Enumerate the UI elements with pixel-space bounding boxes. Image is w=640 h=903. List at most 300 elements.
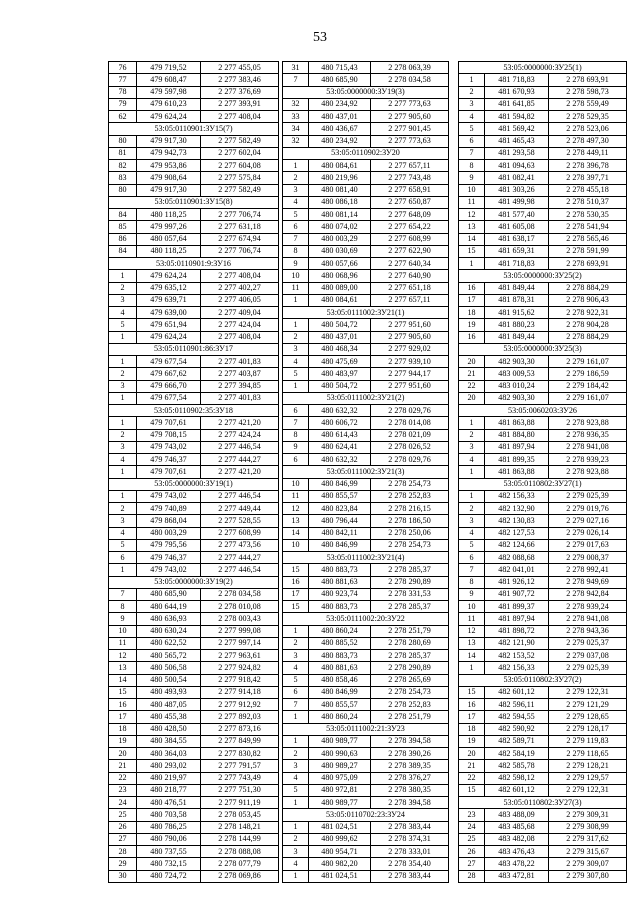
table-row bbox=[109, 184, 279, 196]
table-row bbox=[283, 711, 449, 723]
x-coordinate: 480 293,02 bbox=[137, 760, 201, 772]
y-coordinate: 2 279 122,31 bbox=[549, 784, 627, 796]
point-number: 2 bbox=[283, 833, 309, 845]
x-coordinate: 483 476,43 bbox=[485, 846, 549, 858]
y-coordinate: 2 277 446,54 bbox=[201, 564, 279, 576]
x-coordinate: 480 989,77 bbox=[309, 735, 371, 747]
y-coordinate: 2 279 128,65 bbox=[549, 711, 627, 723]
y-coordinate: 2 277 406,05 bbox=[201, 294, 279, 306]
point-number: 1 bbox=[109, 270, 137, 282]
y-coordinate: 2 279 161,07 bbox=[549, 392, 627, 404]
x-coordinate: 481 499,98 bbox=[485, 196, 549, 208]
point-number: 10 bbox=[283, 539, 309, 551]
point-number: 3 bbox=[283, 760, 309, 772]
point-number: 80 bbox=[109, 184, 137, 196]
page-number: 53 bbox=[313, 30, 327, 45]
y-coordinate: 2 277 743,48 bbox=[371, 172, 449, 184]
table-row bbox=[283, 760, 449, 772]
y-coordinate: 2 277 608,99 bbox=[201, 527, 279, 539]
y-coordinate: 2 277 873,16 bbox=[201, 723, 279, 735]
x-coordinate: 482 132,90 bbox=[485, 503, 549, 515]
y-coordinate: 2 277 999,08 bbox=[201, 625, 279, 637]
x-coordinate: 481 926,12 bbox=[485, 576, 549, 588]
x-coordinate: 482 590,92 bbox=[485, 723, 549, 735]
point-number: 78 bbox=[109, 86, 137, 98]
y-coordinate: 2 278 943,36 bbox=[549, 625, 627, 637]
point-number: 34 bbox=[283, 123, 309, 135]
x-coordinate: 480 858,46 bbox=[309, 674, 371, 686]
y-coordinate: 2 277 963,61 bbox=[201, 650, 279, 662]
point-number: 28 bbox=[459, 870, 485, 882]
x-coordinate: 481 907,72 bbox=[485, 588, 549, 600]
x-coordinate: 480 219,96 bbox=[309, 172, 371, 184]
y-coordinate: 2 279 019,76 bbox=[549, 503, 627, 515]
point-number: 1 bbox=[459, 417, 485, 429]
y-coordinate: 2 277 650,87 bbox=[371, 196, 449, 208]
y-coordinate: 2 278 290,89 bbox=[371, 576, 449, 588]
x-coordinate: 480 715,43 bbox=[309, 62, 371, 74]
point-number: 14 bbox=[283, 527, 309, 539]
point-number: 83 bbox=[109, 172, 137, 184]
table-row bbox=[459, 650, 627, 662]
table-row bbox=[283, 184, 449, 196]
point-number: 2 bbox=[283, 637, 309, 649]
table-row bbox=[283, 784, 449, 796]
point-number: 81 bbox=[109, 147, 137, 159]
parcel-id: 53:05:0111002:ЗУ21(1) bbox=[283, 307, 449, 319]
point-number: 2 bbox=[283, 748, 309, 760]
table-row bbox=[109, 870, 279, 882]
point-number: 17 bbox=[459, 711, 485, 723]
y-coordinate: 2 278 394,58 bbox=[371, 797, 449, 809]
parcel-id: 53:05:0110802:ЗУ27(3) bbox=[459, 797, 627, 809]
table-row bbox=[283, 245, 449, 257]
x-coordinate: 480 630,24 bbox=[137, 625, 201, 637]
point-number: 31 bbox=[283, 62, 309, 74]
table-row bbox=[109, 601, 279, 613]
point-number: 16 bbox=[459, 282, 485, 294]
table-row bbox=[283, 331, 449, 343]
point-number: 8 bbox=[109, 601, 137, 613]
point-number: 4 bbox=[109, 454, 137, 466]
table-row bbox=[459, 466, 627, 478]
table-row bbox=[459, 209, 627, 221]
x-coordinate: 479 740,89 bbox=[137, 503, 201, 515]
y-coordinate: 2 278 216,15 bbox=[371, 503, 449, 515]
y-coordinate: 2 279 307,80 bbox=[549, 870, 627, 882]
table-row bbox=[283, 319, 449, 331]
x-coordinate: 480 883,73 bbox=[309, 564, 371, 576]
table-row bbox=[459, 380, 627, 392]
x-coordinate: 483 009,53 bbox=[485, 368, 549, 380]
x-coordinate: 480 081,40 bbox=[309, 184, 371, 196]
table-row bbox=[283, 527, 449, 539]
point-number: 10 bbox=[459, 184, 485, 196]
x-coordinate: 480 923,74 bbox=[309, 588, 371, 600]
y-coordinate: 2 278 449,11 bbox=[549, 147, 627, 159]
table-row bbox=[109, 637, 279, 649]
x-coordinate: 479 868,04 bbox=[137, 515, 201, 527]
table-row bbox=[459, 441, 627, 453]
x-coordinate: 479 597,98 bbox=[137, 86, 201, 98]
x-coordinate: 479 743,02 bbox=[137, 490, 201, 502]
table-row bbox=[283, 233, 449, 245]
y-coordinate: 2 277 473,56 bbox=[201, 539, 279, 551]
x-coordinate: 479 743,02 bbox=[137, 564, 201, 576]
point-number: 29 bbox=[109, 858, 137, 870]
table-row bbox=[283, 135, 449, 147]
point-number: 27 bbox=[109, 833, 137, 845]
y-coordinate: 2 278 285,37 bbox=[371, 650, 449, 662]
y-coordinate: 2 278 331,53 bbox=[371, 588, 449, 600]
y-coordinate: 2 277 830,82 bbox=[201, 748, 279, 760]
y-coordinate: 2 278 252,83 bbox=[371, 699, 449, 711]
point-number: 15 bbox=[459, 784, 485, 796]
y-coordinate: 2 279 025,37 bbox=[549, 637, 627, 649]
table-row bbox=[109, 331, 279, 343]
y-coordinate: 2 278 884,29 bbox=[549, 331, 627, 343]
table-row bbox=[109, 172, 279, 184]
x-coordinate: 480 790,06 bbox=[137, 833, 201, 845]
point-number: 25 bbox=[459, 833, 485, 845]
x-coordinate: 480 883,73 bbox=[309, 601, 371, 613]
table-row bbox=[459, 172, 627, 184]
table-row bbox=[109, 625, 279, 637]
x-coordinate: 482 903,30 bbox=[485, 356, 549, 368]
point-number: 9 bbox=[283, 441, 309, 453]
y-coordinate: 2 278 053,45 bbox=[201, 809, 279, 821]
x-coordinate: 481 024,51 bbox=[309, 821, 371, 833]
x-coordinate: 480 493,93 bbox=[137, 686, 201, 698]
x-coordinate: 481 899,37 bbox=[485, 601, 549, 613]
x-coordinate: 481 465,43 bbox=[485, 135, 549, 147]
y-coordinate: 2 279 128,21 bbox=[549, 760, 627, 772]
point-number: 3 bbox=[283, 650, 309, 662]
x-coordinate: 480 624,41 bbox=[309, 441, 371, 453]
table-row bbox=[109, 111, 279, 123]
parcel-header-row bbox=[109, 196, 279, 208]
y-coordinate: 2 279 161,07 bbox=[549, 356, 627, 368]
table-row bbox=[109, 368, 279, 380]
y-coordinate: 2 277 575,84 bbox=[201, 172, 279, 184]
x-coordinate: 482 589,71 bbox=[485, 735, 549, 747]
y-coordinate: 2 278 530,35 bbox=[549, 209, 627, 221]
y-coordinate: 2 277 651,18 bbox=[371, 282, 449, 294]
y-coordinate: 2 277 657,11 bbox=[371, 160, 449, 172]
point-number: 6 bbox=[283, 221, 309, 233]
x-coordinate: 481 897,94 bbox=[485, 613, 549, 625]
table-row bbox=[283, 258, 449, 270]
table-row bbox=[109, 392, 279, 404]
table-row bbox=[459, 601, 627, 613]
y-coordinate: 2 279 025,39 bbox=[549, 490, 627, 502]
parcel-id: 53:05:0110901:ЗУ15(7) bbox=[109, 123, 279, 135]
x-coordinate: 480 989,27 bbox=[309, 760, 371, 772]
table-row bbox=[109, 588, 279, 600]
y-coordinate: 2 277 706,74 bbox=[201, 209, 279, 221]
x-coordinate: 481 880,23 bbox=[485, 319, 549, 331]
y-coordinate: 2 278 559,49 bbox=[549, 98, 627, 110]
y-coordinate: 2 277 849,99 bbox=[201, 735, 279, 747]
point-number: 18 bbox=[459, 723, 485, 735]
y-coordinate: 2 278 939,23 bbox=[549, 454, 627, 466]
table-row bbox=[283, 196, 449, 208]
x-coordinate: 481 605,08 bbox=[485, 221, 549, 233]
y-coordinate: 2 277 706,74 bbox=[201, 245, 279, 257]
table-row bbox=[109, 233, 279, 245]
point-number: 11 bbox=[459, 613, 485, 625]
point-number: 16 bbox=[459, 331, 485, 343]
x-coordinate: 480 384,55 bbox=[137, 735, 201, 747]
table-row bbox=[283, 221, 449, 233]
y-coordinate: 2 277 751,30 bbox=[201, 784, 279, 796]
point-number: 23 bbox=[109, 784, 137, 796]
y-coordinate: 2 278 923,88 bbox=[549, 417, 627, 429]
point-number: 20 bbox=[459, 392, 485, 404]
point-number: 26 bbox=[459, 846, 485, 858]
x-coordinate: 480 003,29 bbox=[309, 233, 371, 245]
table-row bbox=[283, 270, 449, 282]
point-number: 80 bbox=[109, 135, 137, 147]
x-coordinate: 480 881,63 bbox=[309, 662, 371, 674]
y-coordinate: 2 277 791,57 bbox=[201, 760, 279, 772]
x-coordinate: 479 667,62 bbox=[137, 368, 201, 380]
point-number: 6 bbox=[109, 552, 137, 564]
point-number: 2 bbox=[283, 172, 309, 184]
y-coordinate: 2 279 037,08 bbox=[549, 650, 627, 662]
y-coordinate: 2 277 394,85 bbox=[201, 380, 279, 392]
point-number: 10 bbox=[283, 270, 309, 282]
table-row bbox=[283, 797, 449, 809]
parcel-header-row bbox=[459, 674, 627, 686]
table-row bbox=[459, 846, 627, 858]
table-row bbox=[109, 245, 279, 257]
parcel-id: 53:05:0110901:9:ЗУ16 bbox=[109, 258, 279, 270]
x-coordinate: 481 594,82 bbox=[485, 111, 549, 123]
point-number: 9 bbox=[109, 613, 137, 625]
point-number: 26 bbox=[109, 821, 137, 833]
y-coordinate: 2 278 510,37 bbox=[549, 196, 627, 208]
point-number: 15 bbox=[459, 245, 485, 257]
x-coordinate: 480 219,97 bbox=[137, 772, 201, 784]
y-coordinate: 2 277 376,69 bbox=[201, 86, 279, 98]
table-row bbox=[459, 356, 627, 368]
x-coordinate: 480 846,99 bbox=[309, 539, 371, 551]
point-number: 76 bbox=[109, 62, 137, 74]
table-row bbox=[109, 821, 279, 833]
table-row bbox=[459, 196, 627, 208]
point-number: 6 bbox=[283, 405, 309, 417]
y-coordinate: 2 277 408,04 bbox=[201, 111, 279, 123]
y-coordinate: 2 278 088,08 bbox=[201, 846, 279, 858]
table-row bbox=[283, 478, 449, 490]
point-number: 7 bbox=[283, 417, 309, 429]
x-coordinate: 479 707,61 bbox=[137, 466, 201, 478]
table-row bbox=[459, 686, 627, 698]
x-coordinate: 480 883,73 bbox=[309, 650, 371, 662]
table-row bbox=[459, 588, 627, 600]
y-coordinate: 2 278 252,83 bbox=[371, 490, 449, 502]
table-row bbox=[109, 735, 279, 747]
table-row bbox=[459, 490, 627, 502]
parcel-id: 53:05:0110902:35:ЗУ18 bbox=[109, 405, 279, 417]
x-coordinate: 480 504,72 bbox=[309, 319, 371, 331]
table-row bbox=[109, 160, 279, 172]
x-coordinate: 480 565,72 bbox=[137, 650, 201, 662]
point-number: 7 bbox=[283, 699, 309, 711]
y-coordinate: 2 278 186,50 bbox=[371, 515, 449, 527]
y-coordinate: 2 277 918,42 bbox=[201, 674, 279, 686]
table-row bbox=[459, 258, 627, 270]
point-number: 16 bbox=[109, 699, 137, 711]
table-row bbox=[459, 870, 627, 882]
x-coordinate: 480 218,77 bbox=[137, 784, 201, 796]
x-coordinate: 481 303,26 bbox=[485, 184, 549, 196]
point-number: 15 bbox=[283, 601, 309, 613]
table-row bbox=[109, 221, 279, 233]
x-coordinate: 480 606,72 bbox=[309, 417, 371, 429]
point-number: 23 bbox=[459, 809, 485, 821]
x-coordinate: 481 641,85 bbox=[485, 98, 549, 110]
point-number: 1 bbox=[109, 331, 137, 343]
y-coordinate: 2 278 144,99 bbox=[201, 833, 279, 845]
y-coordinate: 2 277 939,10 bbox=[371, 356, 449, 368]
x-coordinate: 479 917,30 bbox=[137, 184, 201, 196]
x-coordinate: 480 989,77 bbox=[309, 797, 371, 809]
point-number: 3 bbox=[109, 515, 137, 527]
y-coordinate: 2 277 911,19 bbox=[201, 797, 279, 809]
parcel-header-row bbox=[459, 62, 627, 74]
x-coordinate: 482 903,30 bbox=[485, 392, 549, 404]
point-number: 82 bbox=[109, 160, 137, 172]
y-coordinate: 2 278 565,46 bbox=[549, 233, 627, 245]
point-number: 16 bbox=[459, 699, 485, 711]
point-number: 19 bbox=[459, 319, 485, 331]
table-row bbox=[109, 429, 279, 441]
table-row bbox=[109, 282, 279, 294]
point-number: 1 bbox=[283, 380, 309, 392]
x-coordinate: 482 088,68 bbox=[485, 552, 549, 564]
y-coordinate: 2 278 455,18 bbox=[549, 184, 627, 196]
table-row bbox=[283, 343, 449, 355]
x-coordinate: 480 234,92 bbox=[309, 135, 371, 147]
table-row bbox=[459, 699, 627, 711]
parcel-id: 53:05:0111002:ЗУ21(2) bbox=[283, 392, 449, 404]
point-number: 4 bbox=[283, 772, 309, 784]
x-coordinate: 479 908,64 bbox=[137, 172, 201, 184]
point-number: 4 bbox=[283, 858, 309, 870]
y-coordinate: 2 278 939,24 bbox=[549, 601, 627, 613]
y-coordinate: 2 279 129,57 bbox=[549, 772, 627, 784]
parcel-id: 53:05:0000000:ЗУ25(2) bbox=[459, 270, 627, 282]
x-coordinate: 482 594,55 bbox=[485, 711, 549, 723]
x-coordinate: 480 685,90 bbox=[309, 74, 371, 86]
parcel-id: 53:05:0000000:ЗУ19(3) bbox=[283, 86, 449, 98]
x-coordinate: 480 084,61 bbox=[309, 160, 371, 172]
point-number: 13 bbox=[283, 515, 309, 527]
y-coordinate: 2 277 393,91 bbox=[201, 98, 279, 110]
table-row bbox=[459, 331, 627, 343]
y-coordinate: 2 278 923,88 bbox=[549, 466, 627, 478]
y-coordinate: 2 278 904,28 bbox=[549, 319, 627, 331]
x-coordinate: 481 718,83 bbox=[485, 258, 549, 270]
table-row bbox=[459, 294, 627, 306]
x-coordinate: 480 975,09 bbox=[309, 772, 371, 784]
table-row bbox=[459, 123, 627, 135]
x-coordinate: 480 118,25 bbox=[137, 209, 201, 221]
y-coordinate: 2 278 026,52 bbox=[371, 441, 449, 453]
table-row bbox=[283, 209, 449, 221]
point-number: 11 bbox=[109, 637, 137, 649]
y-coordinate: 2 278 254,73 bbox=[371, 539, 449, 551]
parcel-header-row bbox=[283, 466, 449, 478]
x-coordinate: 479 635,12 bbox=[137, 282, 201, 294]
point-number: 12 bbox=[109, 650, 137, 662]
parcel-header-row bbox=[283, 552, 449, 564]
x-coordinate: 479 795,56 bbox=[137, 539, 201, 551]
y-coordinate: 2 278 077,79 bbox=[201, 858, 279, 870]
point-number: 20 bbox=[109, 748, 137, 760]
x-coordinate: 481 024,51 bbox=[309, 870, 371, 882]
point-number: 6 bbox=[283, 686, 309, 698]
table-row bbox=[459, 576, 627, 588]
x-coordinate: 480 732,15 bbox=[137, 858, 201, 870]
point-number: 4 bbox=[459, 527, 485, 539]
table-row bbox=[459, 772, 627, 784]
table-row bbox=[459, 429, 627, 441]
y-coordinate: 2 277 421,20 bbox=[201, 466, 279, 478]
point-number: 4 bbox=[459, 111, 485, 123]
point-number: 19 bbox=[459, 735, 485, 747]
x-coordinate: 481 659,31 bbox=[485, 245, 549, 257]
x-coordinate: 480 685,90 bbox=[137, 588, 201, 600]
y-coordinate: 2 277 446,54 bbox=[201, 441, 279, 453]
x-coordinate: 480 500,54 bbox=[137, 674, 201, 686]
table-row bbox=[109, 552, 279, 564]
x-coordinate: 482 124,66 bbox=[485, 539, 549, 551]
y-coordinate: 2 278 383,44 bbox=[371, 821, 449, 833]
table-row bbox=[109, 356, 279, 368]
x-coordinate: 479 743,02 bbox=[137, 441, 201, 453]
point-number: 84 bbox=[109, 209, 137, 221]
point-number: 14 bbox=[459, 233, 485, 245]
parcel-id: 53:05:0000000:ЗУ25(3) bbox=[459, 343, 627, 355]
x-coordinate: 480 855,57 bbox=[309, 699, 371, 711]
point-number: 5 bbox=[283, 209, 309, 221]
x-coordinate: 480 068,96 bbox=[309, 270, 371, 282]
y-coordinate: 2 277 892,03 bbox=[201, 711, 279, 723]
x-coordinate: 479 719,52 bbox=[137, 62, 201, 74]
y-coordinate: 2 279 128,17 bbox=[549, 723, 627, 735]
y-coordinate: 2 278 021,09 bbox=[371, 429, 449, 441]
x-coordinate: 480 972,81 bbox=[309, 784, 371, 796]
table-row bbox=[109, 490, 279, 502]
table-row bbox=[283, 539, 449, 551]
table-row bbox=[283, 870, 449, 882]
y-coordinate: 2 277 944,17 bbox=[371, 368, 449, 380]
y-coordinate: 2 278 906,43 bbox=[549, 294, 627, 306]
y-coordinate: 2 279 119,83 bbox=[549, 735, 627, 747]
table-row bbox=[459, 723, 627, 735]
x-coordinate: 480 632,32 bbox=[309, 454, 371, 466]
parcel-id: 53:05:0111002:ЗУ21(3) bbox=[283, 466, 449, 478]
coordinates-table-right bbox=[458, 61, 627, 883]
x-coordinate: 481 898,72 bbox=[485, 625, 549, 637]
table-row bbox=[459, 564, 627, 576]
y-coordinate: 2 277 773,63 bbox=[371, 98, 449, 110]
table-row bbox=[109, 772, 279, 784]
parcel-header-row bbox=[283, 809, 449, 821]
